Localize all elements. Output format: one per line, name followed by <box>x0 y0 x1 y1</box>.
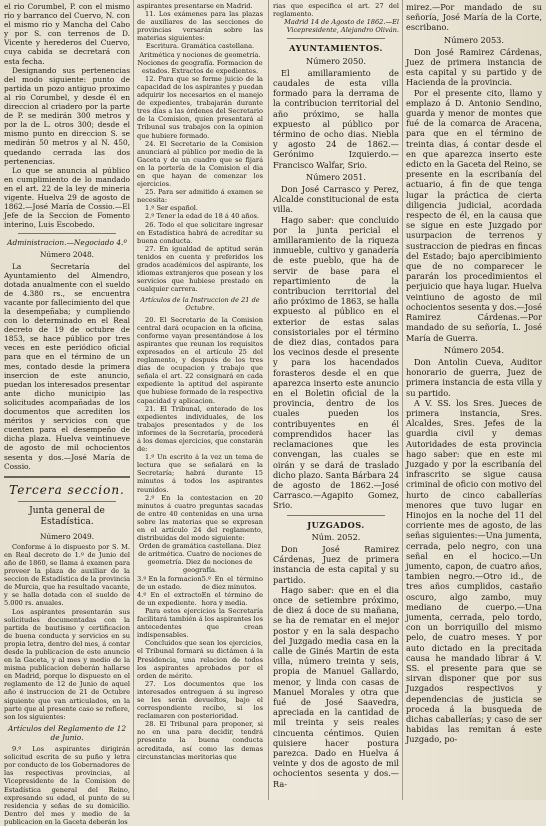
subject-list: Escritura. Gramática castellana. Aritmética y nociones de geometría. Nociones de geografía. Formacion de estados. Extractos de expedientes. <box>137 42 263 75</box>
notice-number: Número 2049. <box>39 531 95 541</box>
paragraph: Hago saber: que concluido por la junta pericial el amillaramiento de la riqueza inmueble, cultivo y ganadería de este pueblo, que ha de servir de base para el repartimiento de la contribucion territorial del año próximo de 1863, se halla expuesto al público en el exterior de estas salas consistoriales por el término de diez dias, contados para los vecinos desde el presente y para los hacendados forasteros desde el en que aparezca inserto este anuncio en el Boletin oficial de la provincia, dentro de los cuales pueden los contribuyentes en él comprendidos hacer las reclamaciones que les convengan, las cuales se oirán y se dará de traslado dicho plazo. Santa Bárbara 24 de agosto de 1862.—José Carrasco.—Agapito Gomez, Srio. <box>273 214 399 511</box>
notice-number: Número 2054. <box>444 344 504 355</box>
section-heading: AYUNTAMIENTOS. <box>289 43 383 54</box>
paragraph: 9.º Los aspirantes dirigirán solicitud escrita de su puño y letra por conducto de los Gobernadores de las respectivas provincias, al Vicepresidente de la Comision de Estadística general del Reino, expresando su edad, el punto de su residencia y señas de su domicilio. Dentro del mes y medio de la publicacion en la Gaceta deberán los <box>4 745 130 826</box>
paragraph: Don José Ramirez Cárdenas, Juez de primera instancia de esta capital y su partido y de Hacienda de la provincia. <box>406 46 542 88</box>
paragraph: 11. Los exámenes para las plazas de auxiliares de las secciones de provincias versarán sobre las materias siguientes: <box>137 10 263 43</box>
column-rule <box>402 0 403 800</box>
table-cell: 3.º En la formacion de un estado. <box>137 574 202 591</box>
article-heading: Artículos de la Instruccion de 21 de Octubre. <box>140 296 260 313</box>
subject-list: Orden de gramática castellana. Diez de aritmética. Cuatro de nociones de geometría. Diez de nociones de geografía. <box>138 542 262 575</box>
divider <box>287 515 385 516</box>
section-heading: JUZGADOS. <box>307 519 365 530</box>
paragraph: Conforme á lo dispuesto por S. M. en Real decreto de 1.º de Junio del año de 1860, se llama á examen para proveer la plaza de auxiliar de la seccion de Estadística de la provincia de Murcia, que ha resultado vacante, y se halla dotada con el sueldo de 5.000 rs. anuales. <box>4 542 130 608</box>
column-rule <box>268 0 269 800</box>
paragraph: Lo que se anuncia al público en cumplimiento de lo mandado en el art. 22 de la ley de mineria vigente. Huelva 29 de agosto de 1862.—José María de Cossio.—El Jefe de la Seccion de Fomento interino, Luis Escobedo. <box>4 165 130 230</box>
paragraph: A V. SS. los Sres. Jueces de primera instancia, Sres. Alcaldes, Sres. Jefes de la guardia civil y demas Autoridades de esta provincia hago saber: que en este mi Juzgado y por la escribanía del infrascrito se sigue causa criminal de oficio con motivo del hurto de cinco caballerías menores que tuvo lugar en Hinojos en la noche del 11 del corriente mes de agosto, de las señas siguientes:—Una jumenta, cerrada, pelo negro, con una señal en el hocico.—Un jumento, capon, de cuatro años, tambien negro.—Otro id., de tres años cumplidos, castaño oscuro, algo zambo, muy mediano de cuerpo.—Una jumenta, cerrada, pelo tordo, con un borriquillo del mismo pelo, de cuatro meses. Y por auto dictado en la precitada causa he mandado librar á V. SS. el presente para que se sirvan disponer que por sus Juzgados respectivos y dependencias de justicia se proceda á la busqueda de dichas caballerías; y caso de ser habidas las remitan á este Juzgado, po- <box>406 397 542 745</box>
paragraph: mirez.—Por mandado de su señoría, José María de la Corte, escribano. <box>406 2 542 33</box>
paragraph: Los aspirantes presentarán sus solicitudes documentadas con la partida de bautismo y certificacion de buena conducta y servicios en su propia letra, dentro del mes, á contar desde la publicacion de este anuncio en la Gaceta, y al mes y medio de la misma publicacion deberán hallarse en Madrid, porque lo dispuesto en el reglamento de 12 de Junio de aquel año é instruccion de 21 de Octubre siguiente que van articulados, en la parte que al presente caso se refiere, son los siguientes: <box>4 607 130 721</box>
paragraph: 1.º Ser español. <box>145 204 199 213</box>
paragraph: Para estos ejercicios la Secretaría facilitará también á los aspirantes los antecedentes que crean indispensables. <box>137 606 263 640</box>
paragraph: 21. El Tribunal, enterado de los expedientes individuales, de los trabajos presentados y de los informes de la Secretaría, procederá á los demas ejercicios, que constarán de: <box>137 404 263 454</box>
divider <box>4 476 130 478</box>
notice-number: Núm. 2052. <box>311 531 361 542</box>
exercise-table <box>137 575 263 607</box>
divider <box>18 501 116 502</box>
column-rule <box>133 0 134 800</box>
paragraph: 24. El Secretario de la Comision anunciará al público por medio de la Gaceta y de un cuadro que se fijará en la portería de la Comision el dia en que hayan de comenzar los ejercicios. <box>137 139 263 189</box>
notice-number: Número 2048. <box>39 250 95 260</box>
section-heading: Tercera seccion. <box>9 482 125 497</box>
article-heading: Artículos del Reglamento de 12 de Junio. <box>7 723 127 742</box>
paragraph: Don Antolin Cueva, Auditor honorario de guerra, Juez de primera instancia de esta villa y su partido. <box>406 356 542 398</box>
paragraph: El amillaramiento de caudales de esta villa formado para la derrama de la contribucion territorial del año próximo, se halla expuesto al público por término de ocho dias. Niebla y agosto 24 de 1862.—Gerónimo Izquierdo.—Francisco Walfar, Srio. <box>273 67 399 170</box>
paragraph: Por el presente cito, llamo y emplazo á D. Antonio Sendino, guarda y menor de montes que fué de la comarca de Aracena, para que en el término de treinta dias, á contar desde el en que aparezca inserto este edicto en la Gaceta del Reino, se presente en la escribanía del actuario, á fin de que tenga lugar la práctica de cierta diligencia judicial, acordada respecto de él, en la causa que se sigue en este Juzgado por usurpacion de terrenos y sustraccion de piedras en fincas del Estado; bajo apercibimiento que de no comparecer le pararán los procedimientos el perjuicio que haya lugar. Huelva veintiuno de agosto de mil ochocientos sesenta y dos.—José Ramirez Cárdenas.—Por mandado de su señoría, L. José María de Guerra. <box>406 87 542 343</box>
paragraph: 27. En igualdad de aptitud serán tenidos en cuenta y preferidos los grados académicos del aspirante, los idiomas extranjeros que posean y los servicios que hubiese prestado en cualquier carrera. <box>137 244 263 294</box>
column-1 <box>4 2 130 826</box>
table-cell: 5.º En el término de diez minutos. <box>201 574 263 591</box>
paragraph: aspirantes presentarse en Madrid. <box>137 2 253 10</box>
paragraph: 28. El Tribunal para proponer, si no en una para decidir, tendrá presente la buena conducta acreditada, así como las demas circunstancias meritorias que <box>137 720 263 761</box>
paragraph: 1.º Un escrito á la vez un tema de lectura que se señalará en la Secretaría; habrá durante 15 minutos á todos los aspirantes reunidos. <box>137 453 263 494</box>
paragraph: 2.º Tener la edad de 18 á 40 años. <box>145 212 260 221</box>
divider <box>287 38 385 39</box>
paragraph: 12. Para que se forme juicio de la capacidad de los aspirantes y puedan adquirir los necesarios en el manejo de expedientes, trabajarán durante tres días a las órdenes del Secretario de la Comision, quien presentará al Tribunal sus trabajos con la opinion que hubiere formado. <box>137 74 263 140</box>
paragraph: el rio Corumbel, P. con el mismo rio y barranco del Cuervo, N. con el mismo rio y Mancha del Cabo y por S. con terrenos de D. Vicente y herederos del Cuervo, cuya cabida se decretará con esta fecha. <box>4 2 130 66</box>
divider <box>18 233 116 234</box>
table-cell: En el término de hora y media. <box>201 590 263 607</box>
notice-number: Número 2050. <box>306 55 366 66</box>
signature: Madrid 14 de Agosto de 1862.—El Vicepresidente, Alejandro Oliván. <box>284 18 399 35</box>
column-4 <box>406 2 542 798</box>
paragraph: La Secretaría del Ayuntamiento del Almendro, dotada anualmente con el sueldo de 4.380 rs., se encuentra vacante por fallecimiento del que la desempeñaba; y cumpliendo con lo determinado en el Real decreto de 19 de octubre de 1853, se hace público por tres veces en este periódico oficial para que en el término de un mes, contado desde la primera insercion de este anuncio, puedan los interesados presentar ante dicho municipio las solicitudes acompañadas de los documentos que acrediten los méritos y servicios con que cuenten para el desempeño de dicha plaza. Huelva veintinueve de agosto de mil ochocientos sesenta y dos.—José María de Cossio. <box>4 261 130 471</box>
paragraph: 20. El Secretario de la Comision central dará ocupacion en la oficina, conforme vayan presentándose á los aspirantes que reunan los requisitos expresados en el artículo 25 del reglamento, y después de los tres días de ocupacion y trabajo que señala el art. 22 consignará en cada expediente la aptitud del aspirante que hubiese formado de la respectiva capacidad y aplicacion. <box>137 315 263 405</box>
paragraph: 2.º En la contestacion en 20 minutos á cuatro preguntas sacadas de entre 40 contenidas en una urna sobre las materias que se expresan en el artículo 24 del reglamento, distribuidas del modo siguiente: <box>137 493 263 543</box>
table-cell: 4.º En el extracto de un expediente. <box>137 590 202 607</box>
junta-heading: Junta general de Estadística. <box>29 505 105 527</box>
paragraph: 27. Los documentos que los interesados entreguen á su ingreso se les serán devueltos, bajo el correspondiente recibo, si los reclamaren con posterioridad. <box>137 679 263 721</box>
notice-number: Número 2053. <box>444 34 504 45</box>
paragraph: 26. Todo el que solicitare ingresar en Estadística habrá de acreditar su buena conducta. <box>137 220 263 245</box>
column-2 <box>137 2 263 798</box>
paragraph: Concluidos que sean los ejercicios, el Tribunal formará su dictámen á la Presidencia, una relacion de todos los aspirantes aprobados por el orden de mérito. <box>137 639 263 680</box>
notice-number: Número 2051. <box>306 171 366 182</box>
paragraph: rias que especifica el art. 27 del reglamento. <box>273 2 399 19</box>
paragraph: Hago saber: que en el dia once de setiembre próximo, de diez á doce de su mañana, se ha de rematar en el mejor postor y en la sala despacho del Juzgado media casa en la calle de Ginés Martin de esta villa, número treinta y seis, propia de Manuel Gallardo, menor, y linda con casas de Manuel Morales y otra que fué de José Saavedra, apreciada en la cantidad de mil treinta y seis reales cincuenta céntimos. Quien quisiere hacer postura parezca. Dado en Huelva á veinte y dos de agosto de mil ochocientos sesenta y dos.—Ra- <box>273 584 399 789</box>
paragraph: Don José Ramirez Cárdenas, Juez de primera instancia de esta capital y su partido. <box>273 543 399 585</box>
paragraph: Don José Carrasco y Perez, Alcalde constitucional de esta villa. <box>273 184 399 215</box>
paragraph: 25. Para ser admitido á examen se necesita: <box>137 188 263 205</box>
column-3 <box>273 2 399 798</box>
section-subhead: Administracion.—Negociado 4.º <box>7 238 127 248</box>
paragraph: Designando sus pertenencias del modo siguiente: punto de partida un pozo antiguo proximo al rio Corumbel, y desde él en direccion al criadero por la parte de P. se medirán 300 metros y por la de L. otros 300; desde el mismo punto en direccion S. se medirán 50 metros y al N. 450, quedando cerrada las dos pertenencias. <box>4 65 130 166</box>
